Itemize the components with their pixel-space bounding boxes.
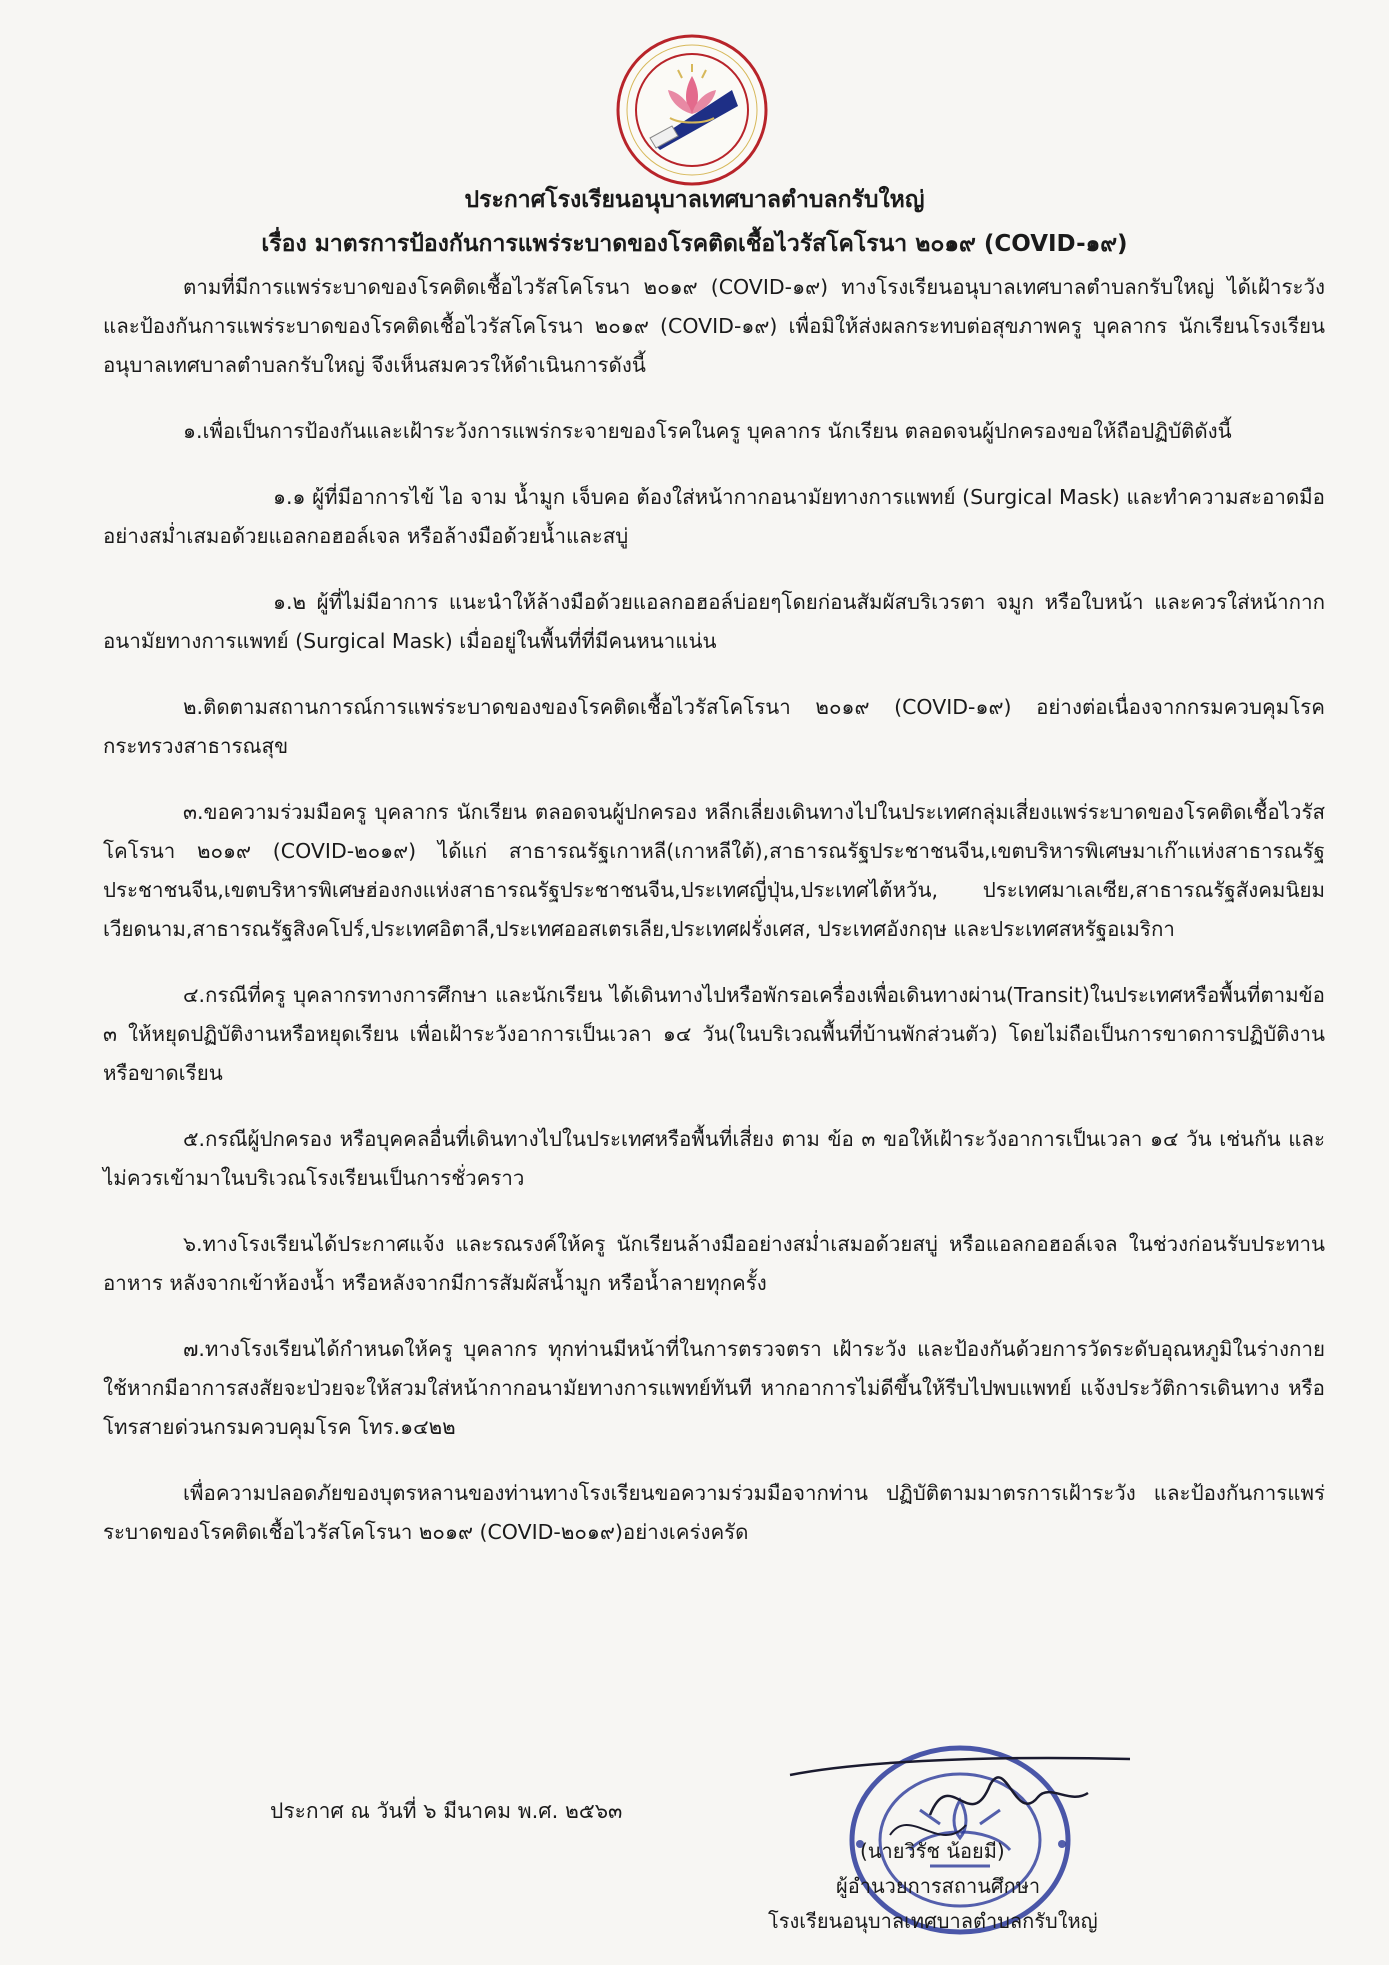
signer-school: โรงเรียนอนุบาลเทศบาลตำบลกรับใหญ่: [768, 1909, 1098, 1933]
measure-1-2-paragraph: ๑.๒ ผู้ที่ไม่มีอาการ แนะนำให้ล้างมือด้วยแอลกอฮอล์บ่อยๆโดยก่อนสัมผัสบริเวรตา จมูก หรือใบหน้า และควรใส่หน้ากากอนามัยทางการแพทย์ (Surgical Mask) เมื่ออยู่ในพื้นที่ที่มีคนหนาแน่น: [103, 590, 1325, 653]
announcement-title: [100, 178, 1289, 266]
measure-2-paragraph: ๒.ติดตามสถานการณ์การแพร่ระบาดของของโรคติดเชื้อไวรัสโคโรนา ๒๐๑๙ (COVID-๑๙) อย่างต่อเนื่องจากกรมควบคุมโรค กระทรวงสาธารณสุข: [103, 695, 1325, 758]
measure-1-paragraph: ๑.เพื่อเป็นการป้องกันและเฝ้าระวังการแพร่กระจายของโรคในครู บุคลากร นักเรียน ตลอดจนผู้ปกครองขอให้ถือปฏิบัติดังนี้: [183, 419, 1232, 443]
closing-paragraph: เพื่อความปลอดภัยของบุตรหลานของท่านทางโรงเรียนขอความร่วมมือจากท่าน ปฏิบัติตามมาตรการเฝ้าระวัง และป้องกันการแพร่ระบาดของโรคติดเชื้อไวรัสโคโรนา ๒๐๑๙ (COVID-๒๐๑๙)อย่างเคร่งครัด: [103, 1481, 1325, 1544]
measure-3-paragraph: ๓.ขอความร่วมมือครู บุคลากร นักเรียน ตลอดจนผู้ปกครอง หลีกเลี่ยงเดินทางไปในประเทศกลุ่มเสี่ยงแพร่ระบาดของโรคติดเชื้อไวรัสโคโรนา ๒๐๑๙ (COVID-๒๐๑๙) ได้แก่ สาธารณรัฐเกาหลี(เกาหลีใต้),สาธารณรัฐประชาชนจีน,เขตบริหารพิเศษมาเก๊าแห่งสาธารณรัฐประชาชนจีน,เขตบริหารพิเศษฮ่องกงแห่งสาธารณรัฐประชาชนจีน,ประเทศญี่ปุ่น,ประเทศไต้หวัน, ประเทศมาเลเซีย,สาธารณรัฐสังคมนิยมเวียดนาม,สาธารณรัฐสิงคโปร์,ประเทศอิตาลี,ประเทศออสเตรเลีย,ประเทศฝรั่งเศส, ประเทศอังกฤษ และประเทศสหรัฐอเมริกา: [103, 800, 1325, 941]
measure-4-paragraph: ๔.กรณีที่ครู บุคลากรทางการศึกษา และนักเรียน ได้เดินทางไปหรือพักรอเครื่องเพื่อเดินทางผ่าน(Transit)ในประเทศหรือพื้นที่ตามข้อ ๓ ให้หยุดปฏิบัติงานหรือหยุดเรียน เพื่อเฝ้าระวังอาการเป็นเวลา ๑๔ วัน(ในบริเวณพื้นที่บ้านพักส่วนตัว) โดยไม่ถือเป็นการขาดการปฏิบัติงาน หรือขาดเรียน: [103, 983, 1325, 1085]
announcement-date: ประกาศ ณ วันที่ ๖ มีนาคม พ.ศ. ๒๕๖๓: [270, 1799, 623, 1823]
signer-name: (นายวิรัช น้อยมี): [860, 1839, 1005, 1863]
school-lotus-logo-icon: [612, 30, 772, 190]
measure-6-paragraph: ๖.ทางโรงเรียนได้ประกาศแจ้ง และรณรงค์ให้ครู นักเรียนล้างมืออย่างสม่ำเสมอด้วยสบู่ หรือแอลกอฮอล์เจล ในช่วงก่อนรับประทานอาหาร หลังจากเข้าห้องน้ำ หรือหลังจากมีการสัมผัสน้ำมูก หรือน้ำลายทุกครั้ง: [103, 1232, 1325, 1295]
measure-5-paragraph: ๕.กรณีผู้ปกครอง หรือบุคคลอื่นที่เดินทางไปในประเทศหรือพื้นที่เสี่ยง ตาม ข้อ ๓ ขอให้เฝ้าระวังอาการเป็นเวลา ๑๔ วัน เช่นกัน และไม่ควรเข้ามาในบริเวณโรงเรียนเป็นการชั่วคราว: [103, 1127, 1325, 1190]
signer-role: ผู้อำนวยการสถานศึกษา: [836, 1874, 1041, 1898]
title-line-1: ประกาศโรงเรียนอนุบาลเทศบาลตำบลกรับใหญ่: [464, 187, 925, 213]
measure-7-paragraph: ๗.ทางโรงเรียนได้กำหนดให้ครู บุคลากร ทุกท่านมีหน้าที่ในการตรวจตรา เฝ้าระวัง และป้องกันด้วยการวัดระดับอุณหภูมิในร่างกายใช้หากมีอาการสงสัยจะป่วยจะให้สวมใส่หน้ากากอนามัยทางการแพทย์ทันที หากอาการไม่ดีขึ้นให้รีบไปพบแพทย์ แจ้งประวัติการเดินทาง หรือ โทรสายด่วนกรมควบคุมโรค โทร.๑๔๒๒: [103, 1337, 1325, 1439]
intro-paragraph: ตามที่มีการแพร่ระบาดของโรคติดเชื้อไวรัสโคโรนา ๒๐๑๙ (COVID-๑๙) ทางโรงเรียนอนุบาลเทศบาลตำบลกรับใหญ่ ได้เฝ้าระวัง และป้องกันการแพร่ระบาดของโรคติดเชื้อไวรัสโคโรนา ๒๐๑๙ (COVID-๑๙) เพื่อมิให้ส่งผลกระทบต่อสุขภาพครู บุคลากร นักเรียนโรงเรียนอนุบาลเทศบาลตำบลกรับใหญ่ จึงเห็นสมควรให้ดำเนินการดังนี้: [103, 275, 1325, 377]
announcement-body: [103, 268, 1325, 1579]
title-line-2: เรื่อง มาตรการป้องกันการแพร่ระบาดของโรคติดเชื้อไวรัสโคโรนา ๒๐๑๙ (COVID-๑๙): [261, 231, 1128, 257]
measure-1-1-paragraph: ๑.๑ ผู้ที่มีอาการไข้ ไอ จาม น้ำมูก เจ็บคอ ต้องใส่หน้ากากอนามัยทางการแพทย์ (Surgical Mask) และทำความสะอาดมืออย่างสม่ำเสมอด้วยแอลกอฮอล์เจล หรือล้างมือด้วยน้ำและสบู่: [103, 485, 1325, 548]
